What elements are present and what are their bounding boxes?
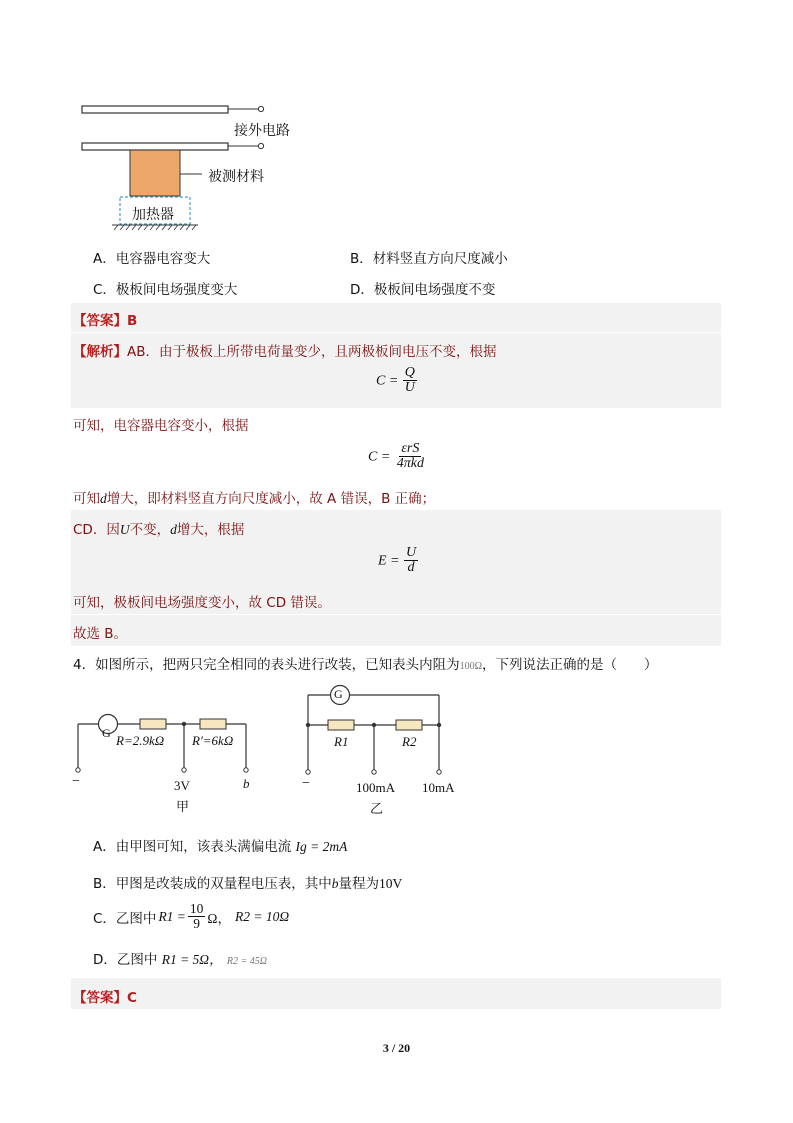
caption-yi: 乙 <box>370 802 384 817</box>
q3-option-a[interactable]: A．电容器电容变大 <box>93 251 211 267</box>
label-material: 被测材料 <box>208 169 264 185</box>
q3-solution-line-4 <box>73 518 244 538</box>
q4-option-d-text: D．乙图中 <box>93 952 158 968</box>
circuit-yi-diagram <box>298 684 478 824</box>
q4-answer-block <box>71 978 721 1009</box>
q4-option-a-math: Ig = 2mA <box>295 839 348 854</box>
galvanometer-label: G <box>102 726 111 740</box>
q4-option-b[interactable] <box>93 872 402 892</box>
line4-var-2: d <box>170 522 177 537</box>
caption-jia: 甲 <box>176 800 190 815</box>
equation-3 <box>378 546 418 575</box>
q4-option-d[interactable] <box>93 948 267 968</box>
q3-answer-block <box>71 303 721 332</box>
eq1-denominator: U <box>404 380 415 395</box>
equation-2 <box>368 442 426 471</box>
label-external-circuit: 接外电路 <box>234 123 290 139</box>
eq2-denominator: 4πkd <box>396 456 424 471</box>
equation-1 <box>376 366 417 395</box>
eq1-lhs: C = <box>376 373 399 389</box>
q3-option-c[interactable]: C．极板间电场强度变大 <box>93 282 238 298</box>
resistor-r2-label: R2 <box>402 734 417 749</box>
q4-option-c-text: C．乙图中 <box>93 910 157 927</box>
q4-option-b-value: 10V <box>379 876 403 891</box>
terminal-minus-label: − <box>302 776 310 791</box>
q3-solution-line-2: 可知，电容器电容变小，根据 <box>73 418 249 434</box>
line3-text-b: 增大，即材料竖直方向尺度减小，故 A 错误，B 正确； <box>106 491 436 507</box>
q4-stem-resistance: 100Ω <box>459 661 483 672</box>
q4-answer <box>73 986 137 1006</box>
line4-var-1: U <box>119 522 130 537</box>
q4-option-b-var: b <box>331 876 339 891</box>
q4-stem-text-a: 4．如图所示，把两只完全相同的表头进行改装，已知表头内阻为 <box>73 657 460 673</box>
q4-option-a-text: A．由甲图可知，该表头满偏电流 <box>93 839 292 855</box>
terminal-10ma-label: 10mA <box>422 780 455 795</box>
q4-option-c-denominator: 9 <box>193 916 201 931</box>
figure-circuit-yi <box>298 684 478 824</box>
eq3-numerator: U <box>405 545 417 560</box>
q3-solution-line-3 <box>73 487 435 507</box>
answer-tag: 【答案】 <box>73 990 127 1006</box>
q4-option-d-r1: R1 = 5Ω， <box>161 952 223 967</box>
q4-option-c-r1: R1 = <box>158 908 186 924</box>
eq3-denominator: d <box>407 560 415 575</box>
q4-stem <box>73 653 658 673</box>
q4-option-a[interactable] <box>93 835 347 855</box>
solution-text: AB．由于极板上所带电荷量变少，且两极板间电压不变，根据 <box>127 344 497 360</box>
q3-answer <box>73 309 137 329</box>
resistor-r-prime-label: R′=6kΩ <box>192 733 234 748</box>
line4-text-b: 不变， <box>129 522 171 538</box>
q4-option-c-unit: Ω， <box>207 910 231 926</box>
resistor-r1-label: R1 <box>334 734 349 749</box>
line4-text-c: 增大，根据 <box>176 522 245 538</box>
eq1-numerator: Q <box>404 365 415 380</box>
terminal-3v-label: 3V <box>174 778 190 793</box>
line4-text-a: CD．因 <box>73 522 120 538</box>
q4-option-b-text-a: B．甲图是改装成的双量程电压表，其中 <box>93 876 332 892</box>
eq3-lhs: E = <box>378 553 400 569</box>
label-heater: 加热器 <box>132 207 174 223</box>
q3-option-d[interactable]: D．极板间电场强度不变 <box>350 282 496 298</box>
figure-capacitor-heater <box>78 100 318 240</box>
q3-solution-block-3 <box>71 615 721 646</box>
eq2-numerator: εrS <box>401 441 420 456</box>
q4-option-c[interactable] <box>93 902 289 931</box>
q3-solution-line-1 <box>73 340 497 360</box>
answer-value: C <box>127 990 137 1006</box>
galvanometer-label: G <box>334 687 343 701</box>
line3-var: d <box>100 491 107 506</box>
q4-option-c-numerator: 10 <box>189 901 204 916</box>
solution-tag: 【解析】 <box>73 344 127 360</box>
eq2-lhs: C = <box>368 449 391 465</box>
terminal-100ma-label: 100mA <box>356 780 395 795</box>
q4-option-c-r2: R2 = 10Ω <box>234 908 290 924</box>
q4-stem-text-b: ，下列说法正确的是（ ） <box>482 657 658 673</box>
q3-solution-line-6: 故选 B。 <box>73 626 128 642</box>
answer-value: B <box>127 313 138 329</box>
terminal-minus-label: − <box>72 774 80 789</box>
answer-tag: 【答案】 <box>73 313 127 329</box>
resistor-r-label: R=2.9kΩ <box>116 733 165 748</box>
q3-option-b[interactable]: B．材料竖直方向尺度减小 <box>350 251 508 267</box>
q3-solution-line-5: 可知，极板间电场强度变小，故 CD 错误。 <box>73 595 331 611</box>
page-number: 3 / 20 <box>382 1041 411 1055</box>
circuit-jia-diagram <box>70 710 270 820</box>
figure-circuit-jia <box>70 710 270 820</box>
terminal-b-label: b <box>243 776 250 791</box>
q4-option-b-text-b: 量程为 <box>338 876 380 892</box>
line3-text-a: 可知 <box>73 491 100 507</box>
q4-option-d-r2: R2 = 45Ω <box>226 956 267 967</box>
